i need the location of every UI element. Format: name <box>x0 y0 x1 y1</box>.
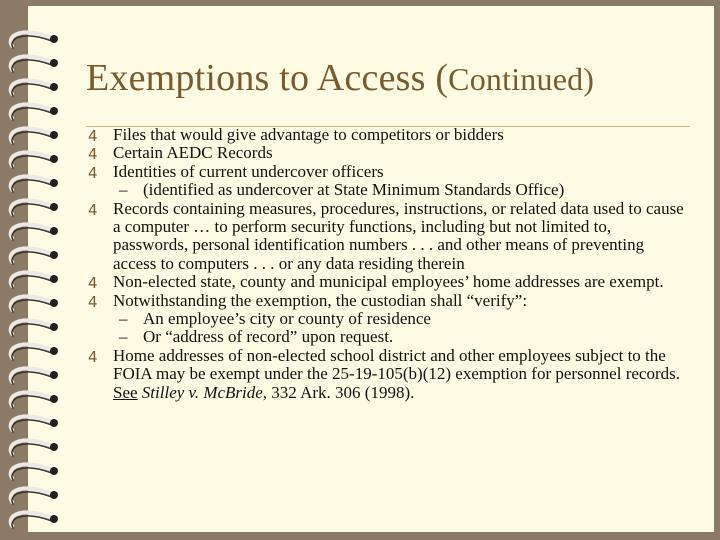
bullet-text: Non-elected state, county and municipal employees’ home addresses are exempt. <box>113 272 664 292</box>
binding-hole <box>50 419 58 427</box>
binding-hole <box>50 59 58 67</box>
title-paren: Continued) <box>448 61 595 97</box>
bullet-text: Records containing measures, procedures, instructions, or related data used to cause a computer … to perform security functions, including but not limited to, passwords, personal identification numbers . . . and other means of preventing access to computers . . . or any data residing therein <box>113 198 684 273</box>
spiral-binding <box>0 0 80 540</box>
sub-bullet-item <box>88 328 688 346</box>
sub-bullet-text: An employee’s city or county of residence <box>143 309 431 329</box>
binding-hole <box>50 443 58 451</box>
binding-hole <box>50 251 58 259</box>
bullet-item <box>88 144 688 162</box>
binding-hole <box>50 371 58 379</box>
binding-hole <box>50 491 58 499</box>
binding-hole <box>50 83 58 91</box>
slide-title <box>86 56 594 100</box>
binding-hole <box>50 35 58 43</box>
sub-bullet-item <box>88 310 688 328</box>
case-citation: Stilley v. McBride <box>141 382 263 402</box>
bullet-item <box>88 200 688 274</box>
bullet-item <box>88 163 688 181</box>
bullet-text: Files that would give advantage to competitors or bidders <box>113 125 504 144</box>
bullet-icon: 4 <box>88 292 98 311</box>
bullet-icon: 4 <box>88 274 98 293</box>
bullet-text-part: , 332 Ark. 306 (1998). <box>262 382 415 402</box>
binding-hole <box>50 347 58 355</box>
dash-icon: – <box>119 180 128 200</box>
binding-hole <box>50 275 58 283</box>
bullet-list <box>88 126 688 402</box>
binding-hole <box>50 299 58 307</box>
binding-hole <box>50 323 58 331</box>
dash-icon: – <box>119 327 128 347</box>
binding-hole <box>50 155 58 163</box>
binding-hole <box>50 131 58 139</box>
binding-hole <box>50 467 58 475</box>
bullet-icon: 4 <box>88 347 98 366</box>
binding-hole <box>50 515 58 523</box>
see-reference: See <box>113 382 138 402</box>
dash-icon: – <box>119 309 128 329</box>
sub-bullet-text: (identified as undercover at State Minimum Standards Office) <box>143 180 565 200</box>
bullet-item <box>88 347 688 402</box>
binding-hole <box>50 203 58 211</box>
title-main: Exemptions to Access ( <box>86 57 449 99</box>
bullet-icon: 4 <box>88 145 98 164</box>
bullet-text <box>113 346 680 402</box>
bullet-item <box>88 126 688 144</box>
bullet-icon: 4 <box>88 163 98 182</box>
bullet-icon: 4 <box>88 127 98 145</box>
binding-hole <box>50 227 58 235</box>
bullet-item <box>88 292 688 310</box>
binding-hole <box>50 107 58 115</box>
bullet-text: Certain AEDC Records <box>113 143 273 163</box>
bullet-text-part: Home addresses of non-elected school district and other employees subject to the FOIA may be exempt under the 25-19-105(b)(12) exemption for personnel records. <box>113 345 680 384</box>
bullet-item <box>88 273 688 291</box>
sub-bullet-item <box>88 181 688 199</box>
binding-hole <box>50 395 58 403</box>
bullet-icon: 4 <box>88 200 98 219</box>
bullet-text: Identities of current undercover officers <box>113 161 384 181</box>
binding-hole <box>50 179 58 187</box>
sub-bullet-text: Or “address of record” upon request. <box>143 327 394 347</box>
bullet-text: Notwithstanding the exemption, the custodian shall “verify”: <box>113 290 528 310</box>
